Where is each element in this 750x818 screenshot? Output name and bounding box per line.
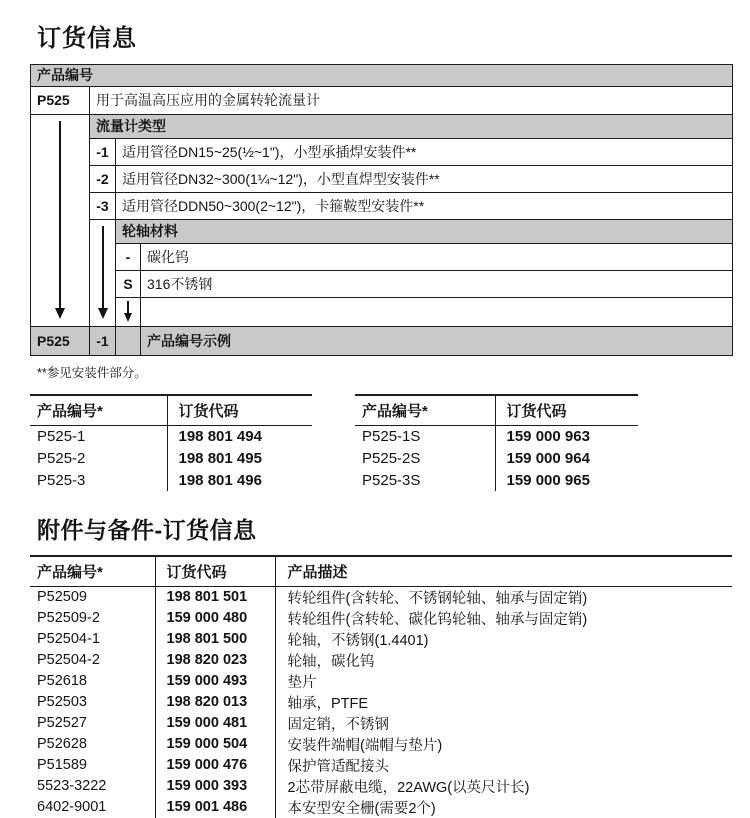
accessories-table	[30, 555, 732, 818]
table-row	[30, 447, 312, 469]
example-model-cell: P525	[31, 327, 90, 356]
product-cell: 6402-9001	[30, 797, 155, 818]
code-cell: 159 000 481	[155, 713, 275, 734]
table-row	[30, 755, 732, 776]
column-header-code: 订货代码	[167, 395, 312, 425]
material-description: 碳化钨	[141, 244, 733, 271]
example-row	[31, 327, 733, 356]
material-code: -	[116, 244, 141, 271]
table-row	[30, 629, 732, 650]
table-header-row	[30, 395, 312, 425]
example-material-cell	[116, 327, 141, 356]
code-cell: 159 000 965	[506, 471, 590, 489]
table-row	[31, 193, 733, 220]
table-row	[30, 797, 732, 818]
short-down-arrow-icon	[124, 301, 132, 322]
code-cell: 159 000 963	[506, 427, 590, 445]
code-cell: 159 000 504	[155, 734, 275, 755]
type-description: 适用管径DDN50~300(2~12")，卡箍鞍型安装件**	[116, 193, 733, 220]
table-header-row	[355, 395, 638, 425]
column-header-description: 产品描述	[275, 556, 732, 586]
code-cell: 198 801 495	[178, 449, 262, 467]
table-row	[31, 220, 733, 244]
table-row	[30, 650, 732, 671]
table-row	[355, 425, 638, 447]
table-row	[30, 692, 732, 713]
code-cell: 198 820 023	[155, 650, 275, 671]
table-row	[31, 87, 733, 115]
material-code: S	[116, 271, 141, 298]
table-row	[30, 734, 732, 755]
column-header-product: 产品编号*	[355, 395, 495, 425]
footnote: **参见安装件部分。	[37, 366, 147, 380]
product-cell: P51589	[30, 755, 155, 776]
type-code: -2	[90, 166, 116, 193]
product-cell: P525-1	[30, 425, 167, 447]
code-cell: 198 801 494	[178, 427, 262, 445]
description-cell: 转轮组件(含转轮、不锈钢轮轴、轴承与固定销)	[287, 590, 588, 607]
table-row	[30, 608, 732, 629]
model-description: 用于高温高压应用的金属转轮流量计	[90, 87, 733, 115]
column-header-code: 订货代码	[495, 395, 638, 425]
code-cell: 159 001 486	[155, 797, 275, 818]
order-code-table-left	[30, 394, 312, 491]
product-cell: 5523-3222	[30, 776, 155, 797]
table-row	[355, 447, 638, 469]
order-code-table-right	[355, 394, 638, 491]
table-row	[355, 469, 638, 491]
type-code: -3	[90, 193, 116, 220]
order-code-tables	[30, 394, 732, 491]
code-cell: 159 000 493	[155, 671, 275, 692]
product-cell: P52527	[30, 713, 155, 734]
description-cell: 保护管适配接头	[287, 758, 389, 775]
table-row	[31, 115, 733, 139]
product-cell: P52618	[30, 671, 155, 692]
table-header-row	[30, 556, 732, 586]
type-branch-cell	[90, 220, 116, 327]
table-row	[30, 713, 732, 734]
code-cell: 198 820 013	[155, 692, 275, 713]
product-cell: P52628	[30, 734, 155, 755]
code-cell: 198 801 501	[155, 586, 275, 608]
material-branch-cell	[116, 298, 141, 327]
column-header-product: 产品编号*	[30, 395, 167, 425]
material-description: 316不锈钢	[141, 271, 733, 298]
table-row	[30, 469, 312, 491]
table-row	[31, 271, 733, 298]
code-cell: 159 000 964	[506, 449, 590, 467]
long-down-arrow-icon	[55, 121, 65, 319]
type-description: 适用管径DN32~300(1¼~12")，小型直焊型安装件**	[116, 166, 733, 193]
table-row	[31, 65, 733, 87]
description-cell: 轴承，PTFE	[287, 695, 369, 712]
table-row	[30, 671, 732, 692]
table-row	[31, 244, 733, 271]
description-cell: 轮轴，碳化钨	[287, 653, 375, 670]
description-cell: 轮轴，不锈钢(1.4401)	[287, 632, 429, 649]
product-cell: P52509	[30, 586, 155, 608]
accessories-title: 附件与备件-订货信息	[37, 517, 257, 543]
example-type-cell: -1	[90, 327, 116, 356]
product-cell: P52509-2	[30, 608, 155, 629]
table-row	[30, 425, 312, 447]
description-cell: 垫片	[287, 674, 317, 691]
description-cell: 安装件端帽(端帽与垫片)	[287, 737, 443, 754]
shaft-material-header: 轮轴材料	[116, 220, 733, 244]
medium-down-arrow-icon	[98, 226, 108, 319]
product-cell: P525-2S	[355, 447, 495, 469]
product-number-table	[30, 64, 733, 356]
code-cell: 159 000 476	[155, 755, 275, 776]
example-label: 产品编号示例	[141, 327, 733, 356]
product-cell: P525-3S	[355, 469, 495, 491]
table-row	[30, 776, 732, 797]
code-cell: 198 801 496	[178, 471, 262, 489]
description-cell: 2芯带屏蔽电缆，22AWG(以英尺计长)	[287, 779, 530, 796]
description-cell: 固定销，不锈钢	[287, 716, 389, 733]
product-number-header: 产品编号	[31, 65, 733, 87]
code-cell: 159 000 480	[155, 608, 275, 629]
code-cell: 198 801 500	[155, 629, 275, 650]
table-row	[31, 166, 733, 193]
product-cell: P525-1S	[355, 425, 495, 447]
column-header-code: 订货代码	[155, 556, 275, 586]
model-cell: P525	[31, 87, 90, 115]
product-cell: P52503	[30, 692, 155, 713]
column-header-product: 产品编号*	[30, 556, 155, 586]
table-row	[30, 586, 732, 608]
model-branch-cell	[31, 115, 90, 327]
table-row	[31, 139, 733, 166]
description-cell: 本安型安全栅(需要2个)	[287, 800, 436, 817]
product-cell: P52504-2	[30, 650, 155, 671]
type-description: 适用管径DN15~25(½~1")，小型承插焊安装件**	[116, 139, 733, 166]
table-row	[31, 298, 733, 327]
product-cell: P525-2	[30, 447, 167, 469]
empty-cell	[141, 298, 733, 327]
type-section-header: 流量计类型	[90, 115, 733, 139]
type-code: -1	[90, 139, 116, 166]
product-cell: P52504-1	[30, 629, 155, 650]
product-cell: P525-3	[30, 469, 167, 491]
page-title: 订货信息	[37, 25, 137, 52]
code-cell: 159 000 393	[155, 776, 275, 797]
description-cell: 转轮组件(含转轮、碳化钨轮轴、轴承与固定销)	[287, 611, 588, 628]
